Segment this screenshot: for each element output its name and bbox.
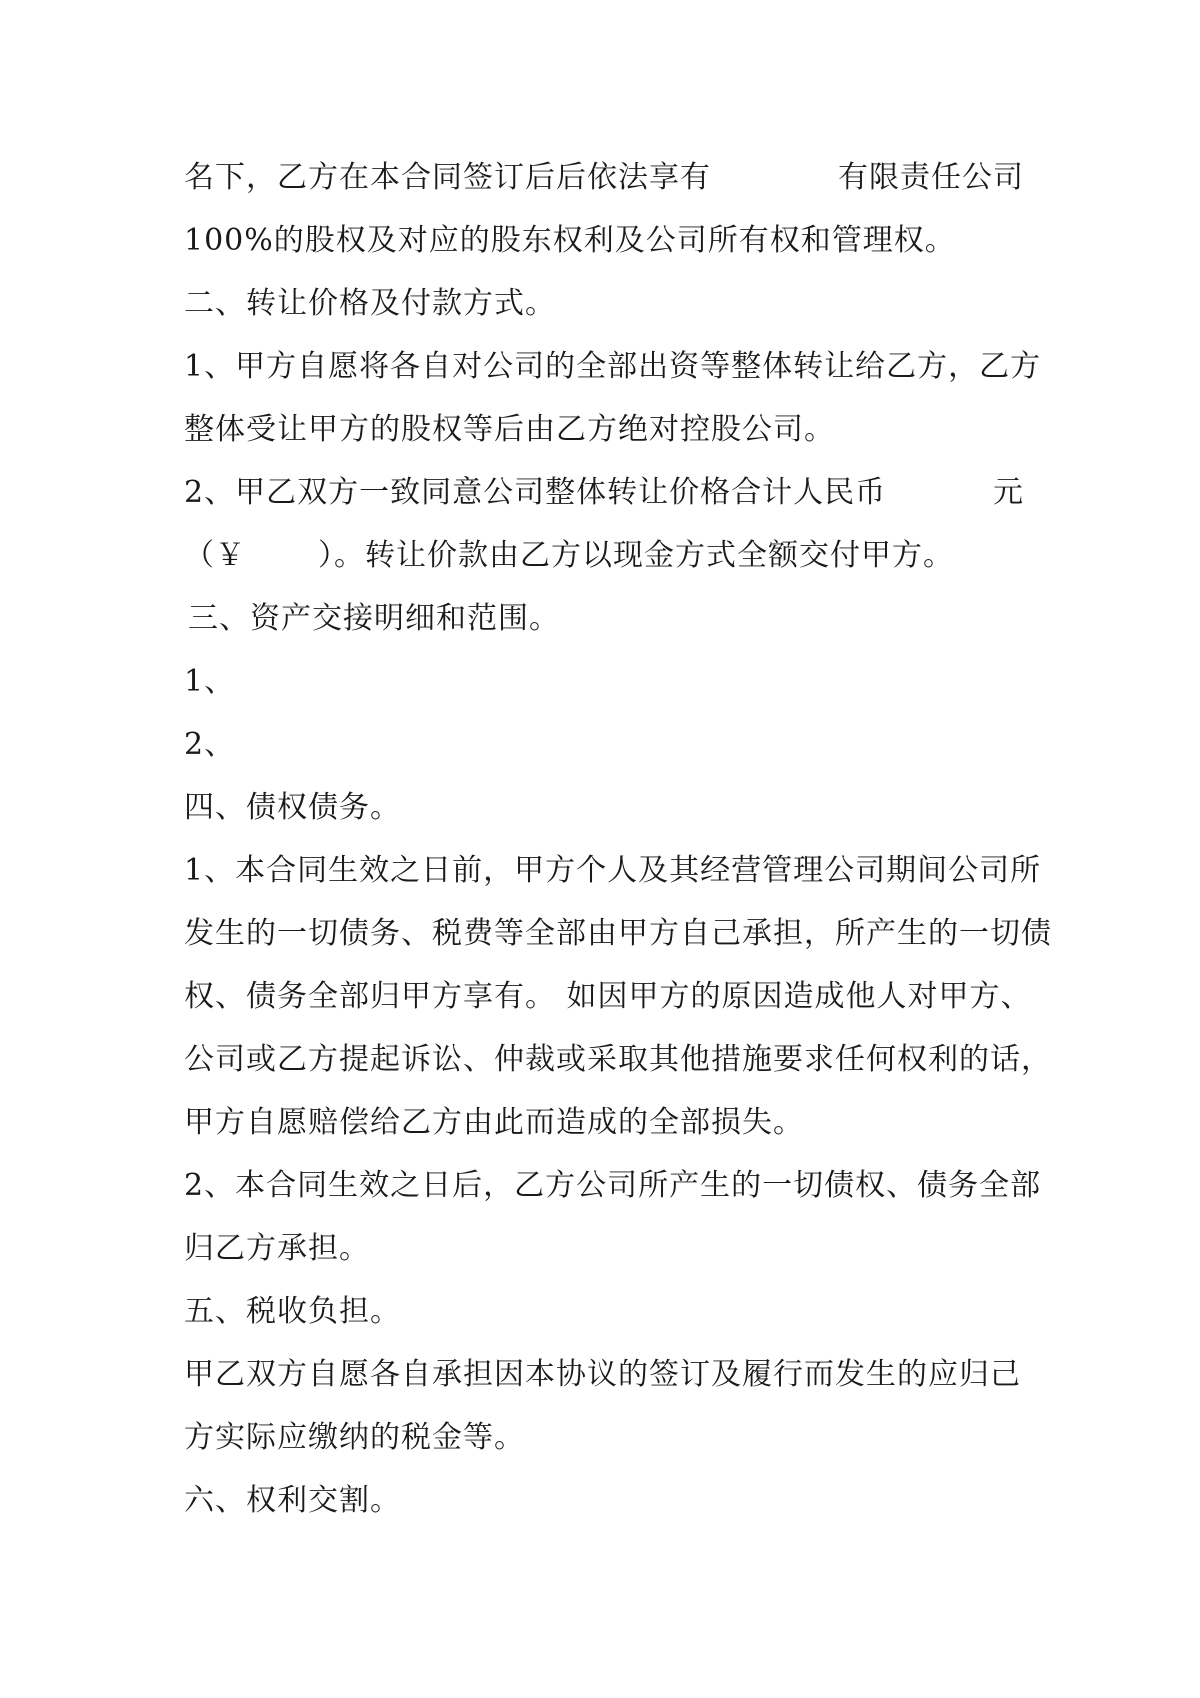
text-segment: ）。转让价款由乙方以现金方式全额交付甲方。 [318,538,954,573]
text-line-6 [184,468,1024,518]
text-line-18 [184,1224,1024,1274]
text-line-20 [184,1350,1024,1400]
text-line-15 [184,1035,1052,1085]
text-segment: 归乙方承担。 [184,1231,370,1266]
text-segment: 名下，乙方在本合同签订后后依法享有 [184,160,711,195]
section-heading-2 [184,279,1024,329]
text-segment: 1、甲方自愿将各自对公司的全部出资等整体转让给乙方，乙方 [184,349,1042,384]
section-heading-3 [188,594,1028,644]
section-heading-4 [184,783,1024,833]
text-segment: 1、本合同生效之日前，甲方个人及其经营管理公司期间公司所 [184,853,1042,888]
text-line-4 [184,342,1042,392]
heading-text: 二、转让价格及付款方式。 [184,286,556,321]
text-segment: 发生的一切债务、税费等全部由甲方自己承担，所产生的一切债 [184,916,1052,951]
section-heading-5 [184,1287,1024,1337]
text-line-12 [184,846,1042,896]
text-segment: 元 [993,475,1024,510]
heading-text: 五、税收负担。 [184,1294,401,1329]
text-line-14 [184,972,1032,1022]
text-segment: 权、债务全部归甲方享有。 如因甲方的原因造成他人对甲方、 [184,979,1032,1014]
text-line-9 [184,657,1024,707]
text-line-16 [184,1098,1024,1148]
text-segment: （￥ [184,538,246,573]
text-line-5 [184,405,1024,455]
text-line-17 [184,1161,1042,1211]
heading-text: 三、资产交接明细和范围。 [188,601,560,636]
text-segment: 公司或乙方提起诉讼、仲裁或采取其他措施要求任何权利的话， [184,1042,1052,1077]
text-segment: 甲方自愿赔偿给乙方由此而造成的全部损失。 [184,1105,804,1140]
section-heading-6 [184,1476,1024,1526]
text-line-1 [184,153,1024,203]
text-segment: 2、本合同生效之日后，乙方公司所产生的一切债权、债务全部 [184,1168,1042,1203]
text-segment: 2、 [184,727,236,762]
text-line-7 [184,531,1024,581]
text-line-2 [184,216,1024,266]
text-segment: 有限责任公司 [838,160,1024,195]
text-segment: 100%的股权及对应的股东权利及公司所有权和管理权。 [184,223,956,258]
text-segment: 甲乙双方自愿各自承担因本协议的签订及履行而发生的应归己 [184,1357,1021,1392]
text-line-21 [184,1413,1024,1463]
text-segment: 2、甲乙双方一致同意公司整体转让价格合计人民币 [184,475,887,510]
heading-text: 四、债权债务。 [184,790,401,825]
text-line-13 [184,909,1052,959]
heading-text: 六、权利交割。 [184,1483,401,1518]
text-line-10 [184,720,1024,770]
text-segment: 1、 [184,664,236,699]
text-segment: 方实际应缴纳的税金等。 [184,1420,525,1455]
text-segment: 整体受让甲方的股权等后由乙方绝对控股公司。 [184,412,835,447]
